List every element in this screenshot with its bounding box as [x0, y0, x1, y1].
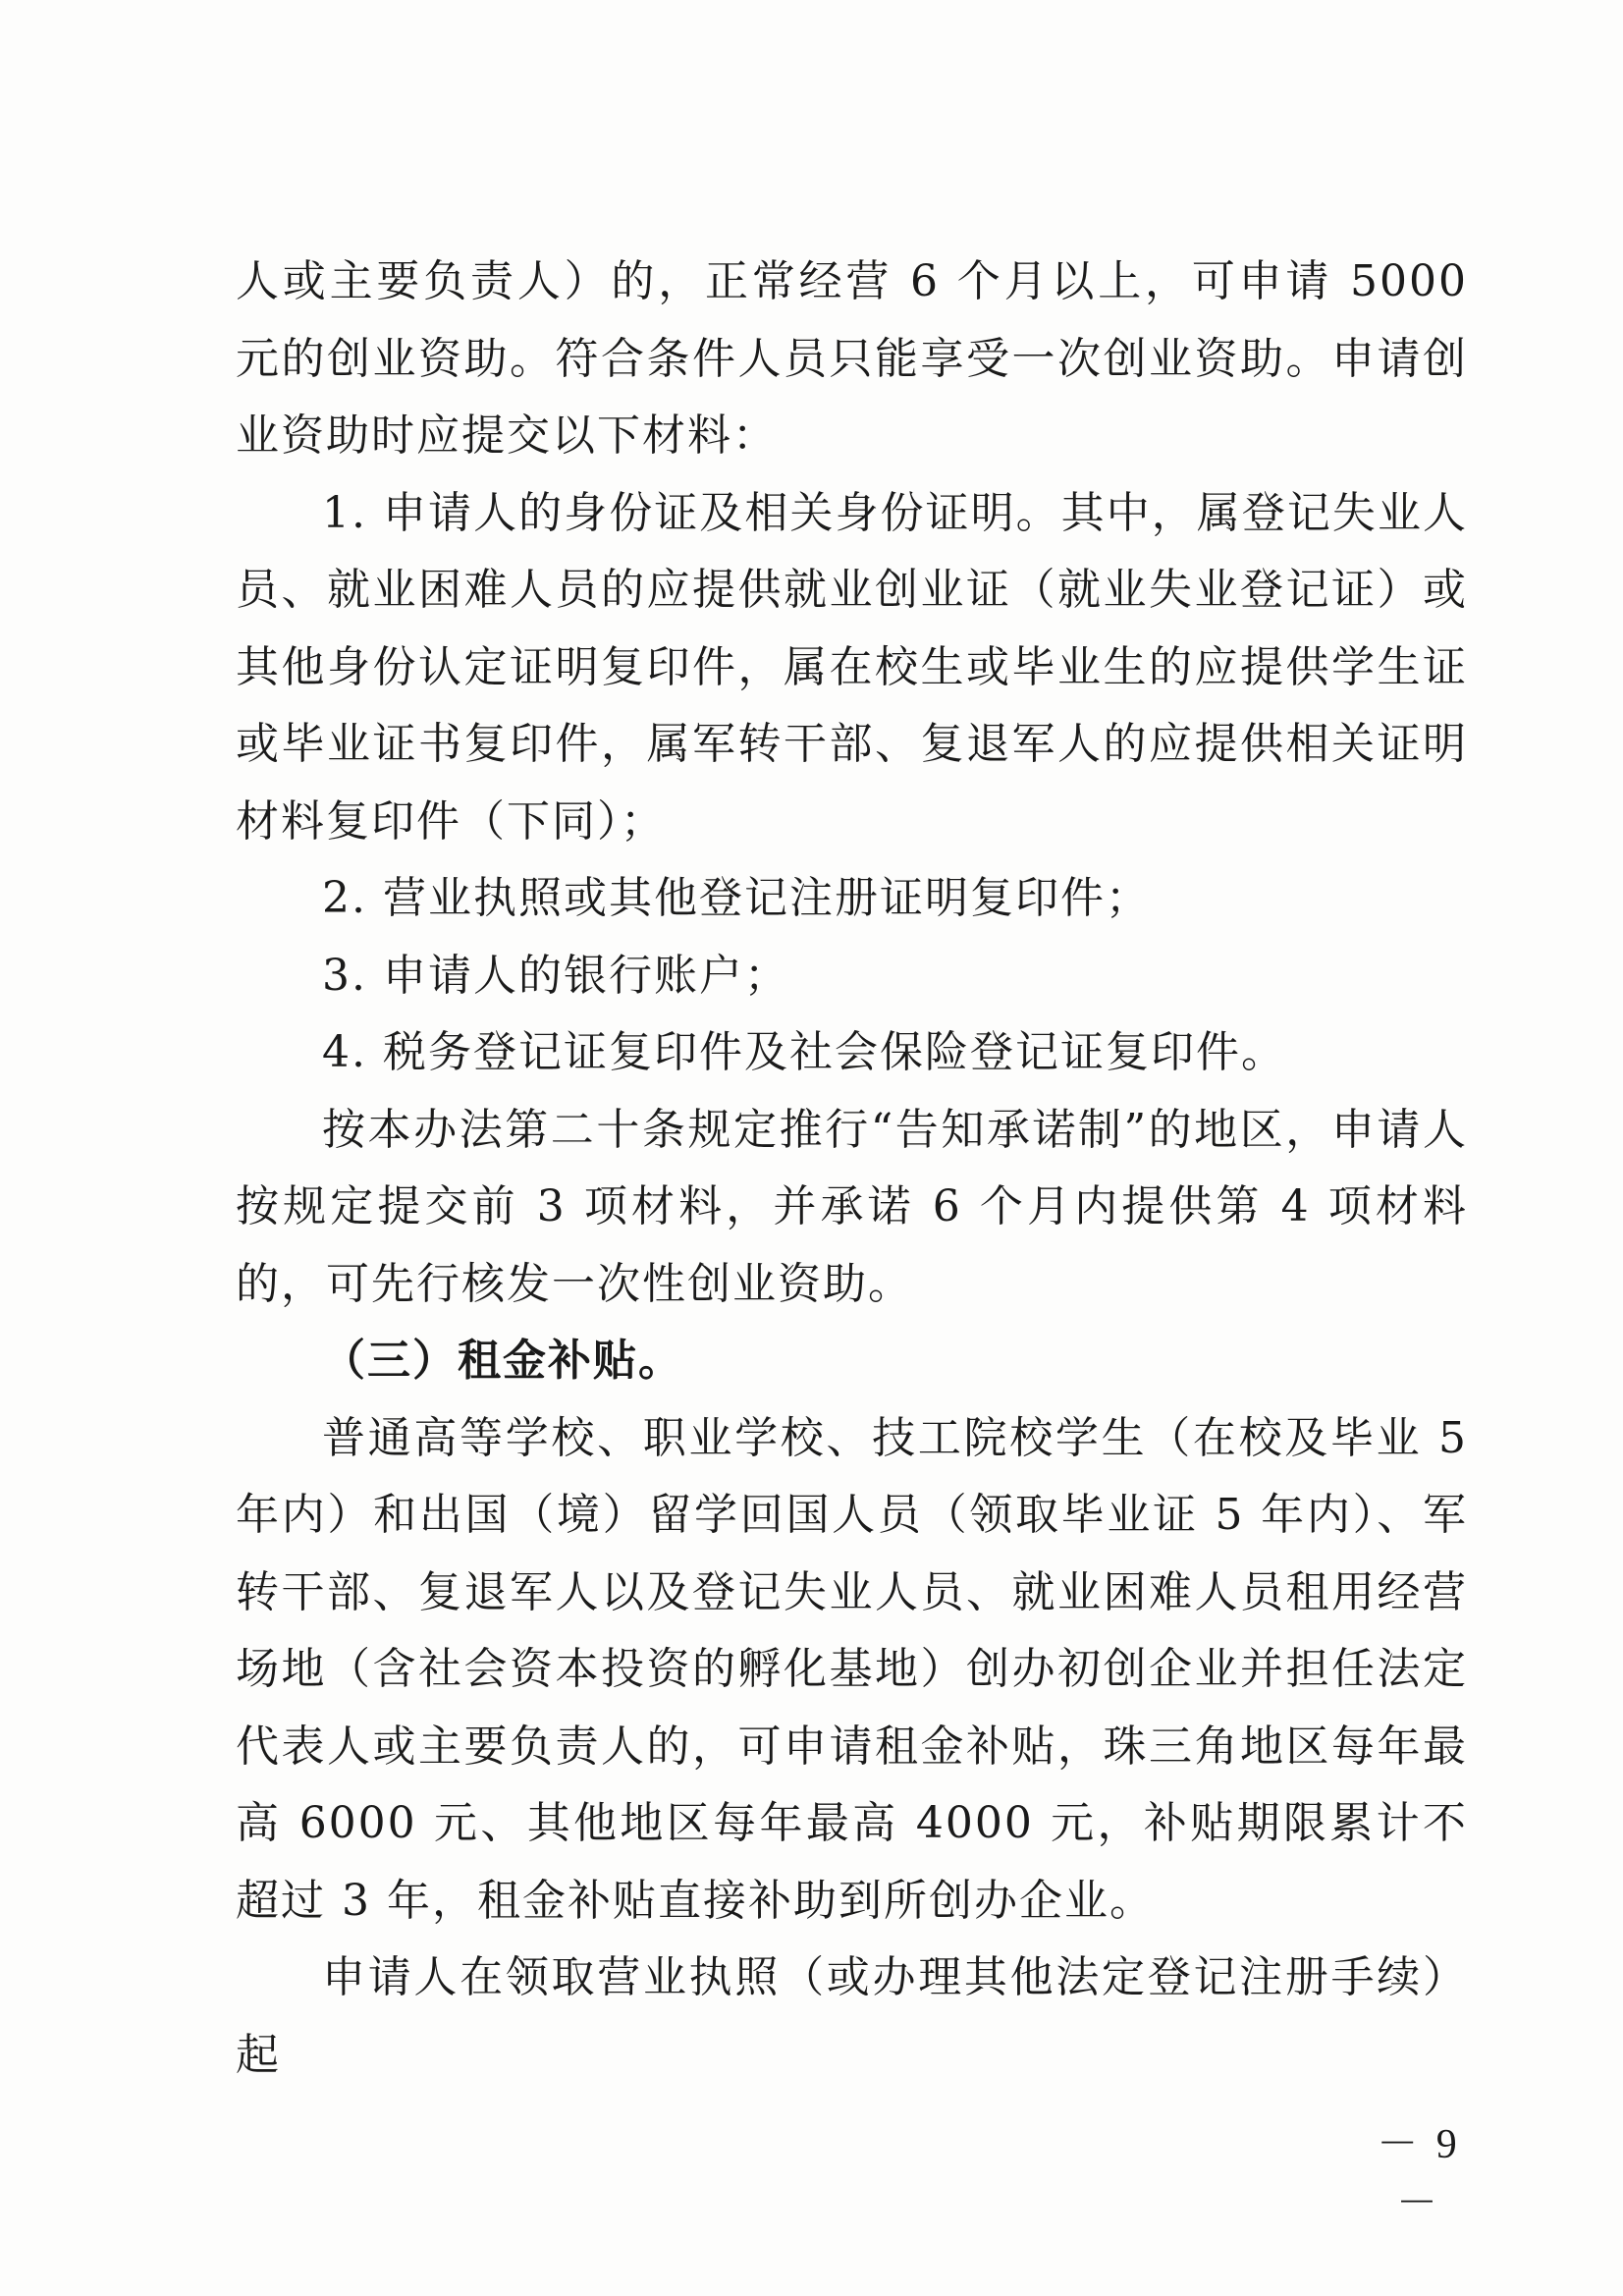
paragraph-application-start: 申请人在领取营业执照（或办理其他法定登记注册手续）起 [236, 1952, 1468, 2080]
list-item-id-proof: 1. 申请人的身份证及相关身份证明。其中，属登记失业人员、就业困难人员的应提供就业创业证（就业失业登记证）或其他身份认定证明复印件，属在校生或毕业生的应提供学生证或毕业证书复印件，属军转干部、复退军人的应提供相关证明材料复印件（下同）； [236, 487, 1468, 847]
section-heading-rent-subsidy: （三）租金补贴。 [322, 1336, 683, 1386]
list-item-business-license: 2. 营业执照或其他登记注册证明复印件； [322, 873, 1151, 923]
document-body [236, 244, 1468, 2094]
list-item-bank-account: 3. 申请人的银行账户； [322, 950, 789, 1001]
paragraph-notification-commitment: 按本办法第二十条规定推行“告知承诺制”的地区，申请人按规定提交前 3 项材料，并承诺 6 个月内提供第 4 项材料的，可先行核发一次性创业资助。 [236, 1104, 1468, 1309]
page-number: － 9 － [1377, 2122, 1461, 2226]
paragraph-rent-subsidy-eligibility: 普通高等学校、职业学校、技工院校学生（在校及毕业 5 年内）和出国（境）留学回国人员（领取毕业证 5 年内）、军转干部、复退军人以及登记失业人员、就业困难人员租用经营场地（含社会资本投资的孵化基地）创办初创企业并担任法定代表人或主要负责人的，可申请租金补贴，珠三角地区每年最高 6000 元、其他地区每年最高 4000 元，补贴期限累计不超过 3 年，租金补贴直接补助到所创办企业。 [236, 1412, 1468, 1926]
paragraph-continuation: 人或主要负责人）的，正常经营 6 个月以上，可申请 5000 元的创业资助。符合条件人员只能享受一次创业资助。申请创业资助时应提交以下材料： [236, 256, 1468, 461]
list-item-tax-registration: 4. 税务登记证复印件及社会保险登记证复印件。 [322, 1027, 1286, 1077]
